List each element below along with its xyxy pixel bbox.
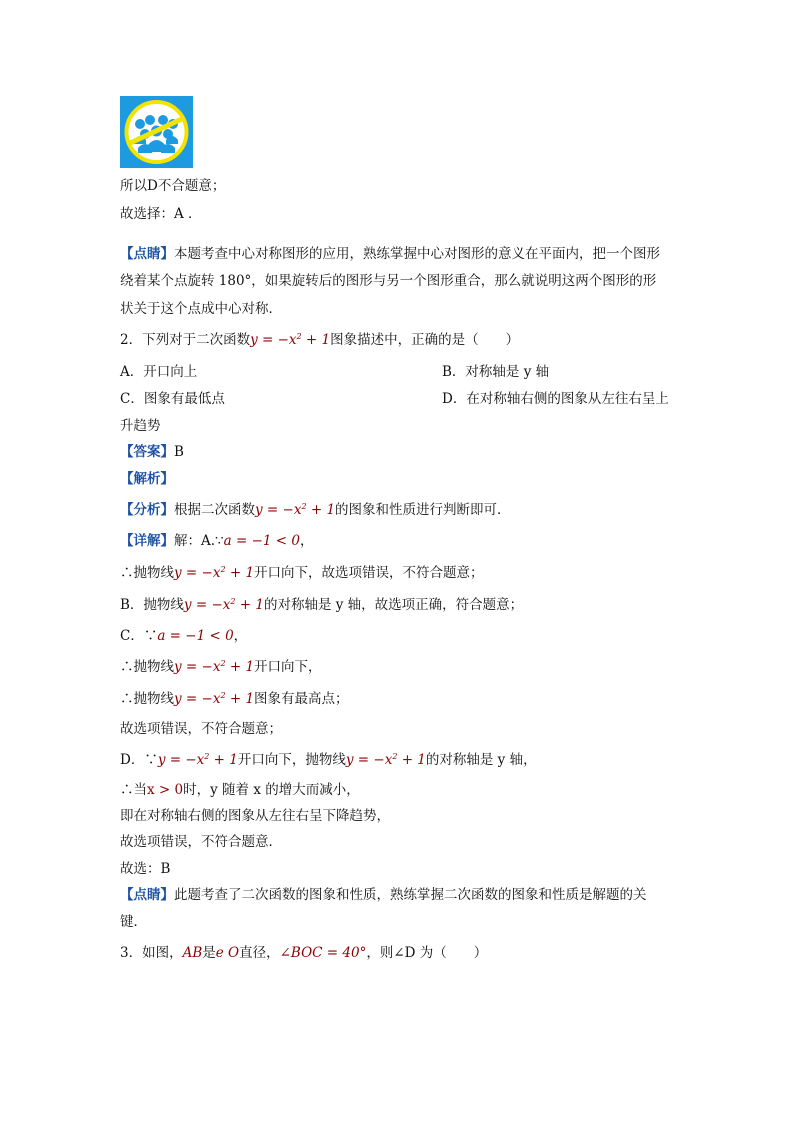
text-line: 故选择：A ． (120, 206, 202, 222)
text-line: 所以D不合题意； (120, 178, 226, 194)
option-a: A．开口向上 (120, 364, 198, 380)
detail-line: ∴抛物线$y = -x^2 + 1$开口向下，故选项错误，不符合题意； (120, 565, 484, 581)
tip-tag: 【点睛】 (120, 246, 174, 262)
question-stem: 2．下列对于二次函数$y = -x^2 + 1$图象描述中，正确的是（ ） (120, 332, 520, 348)
option-d-cont: 升趋势 (120, 418, 161, 434)
choose-line: 故选：B (120, 861, 171, 877)
tip-line: 状关于这个点成中心对称． (120, 301, 282, 317)
detail-line: C．∵a = −1 < 0， (120, 628, 248, 644)
community-group-icon (120, 96, 193, 168)
question-stem: 3．如图，AB是e O直径，∠BOC = 40°，则∠D 为（ ） (120, 945, 488, 961)
detail-line: 即在对称轴右侧的图象从左往右呈下降趋势， (120, 808, 390, 824)
analysis-tag: 【解析】 (120, 471, 174, 487)
detail-line: ∴当x > 0时，y 随着 x 的增大而减小， (120, 782, 360, 798)
tip-line: 键． (120, 914, 147, 930)
tip-line: 绕着某个点旋转 180°，如果旋转后的图形与另一个图形重合，那么就说明这两个图形的形 (120, 273, 657, 289)
option-d: D．在对称轴右侧的图象从左往右呈上 (442, 391, 669, 407)
detail-line: 故选项错误，不符合题意． (120, 834, 282, 850)
analysis-line: 【分析】根据二次函数$y = -x^2 + 1$的图象和性质进行判断即可． (120, 502, 511, 518)
detail-line: ∴抛物线$y = -x^2 + 1$开口向下， (120, 659, 322, 675)
formula: $y = -x^2 + 1$ (250, 332, 331, 348)
detail-line: ∴抛物线$y = -x^2 + 1$图象有最高点； (120, 691, 349, 707)
detail-line: 【详解】解：A.∵a = −1 < 0， (120, 533, 314, 549)
detail-line: B．抛物线$y = -x^2 + 1$的对称轴是 y 轴，故选项正确，符合题意； (120, 597, 524, 613)
detail-line: D．∵y = $-x^2 + 1$开口向下，抛物线$y = -x^2 + 1$的对称轴是 y 轴， (120, 752, 537, 768)
tip-line: 【点睛】此题考查了二次函数的图象和性质，熟练掌握二次函数的图象和性质是解题的关 (120, 887, 647, 903)
detail-line: 故选项错误，不符合题意； (120, 721, 282, 737)
tip-line: 【点睛】本题考查中心对称图形的应用，熟练掌握中心对图形的意义在平面内，把一个图形 (120, 246, 660, 262)
option-b: B．对称轴是 y 轴 (442, 364, 550, 380)
option-c: C．图象有最低点 (120, 391, 225, 407)
answer-line: 【答案】B (120, 444, 184, 460)
